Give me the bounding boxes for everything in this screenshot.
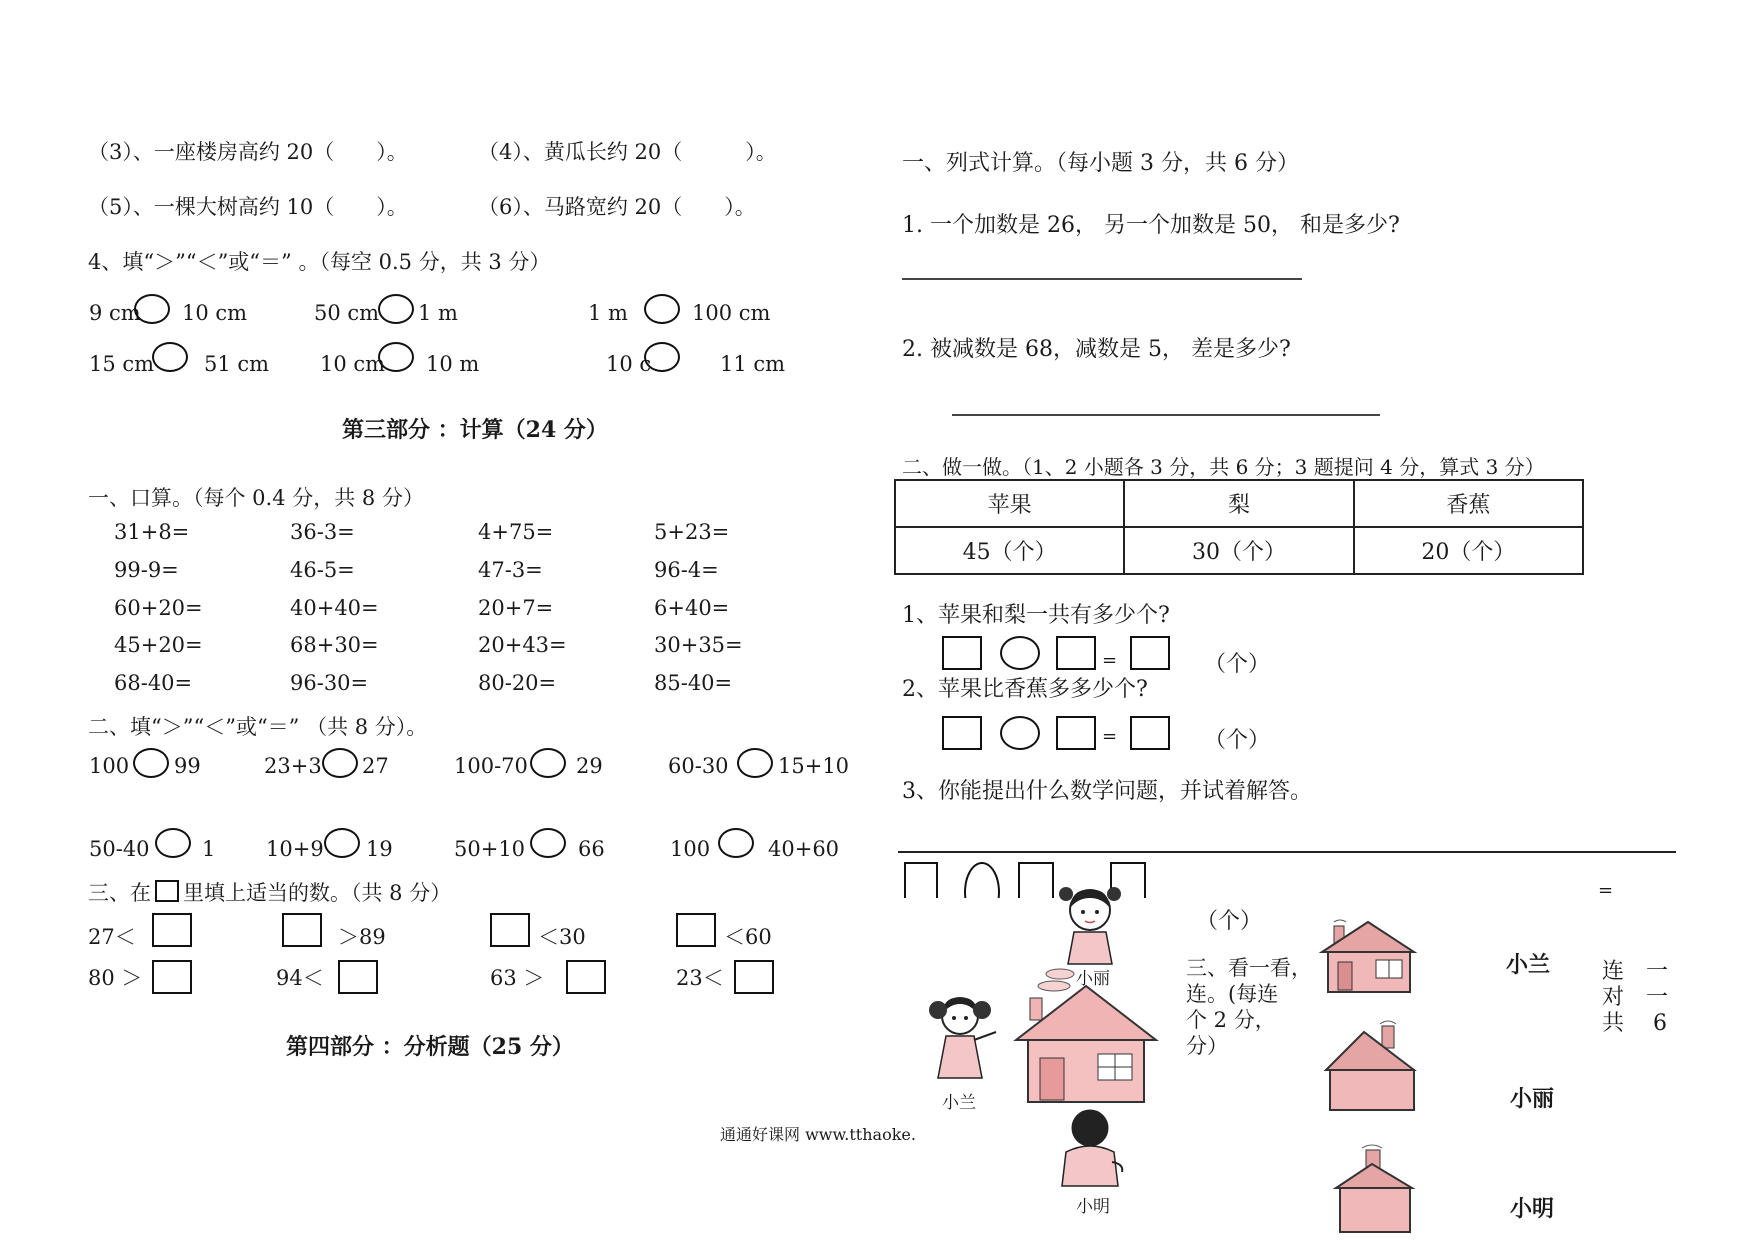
section3-line: 连。(每连 [1186, 982, 1279, 1006]
section3-line: 三、看一看， [1186, 956, 1312, 980]
compare-oval[interactable] [378, 342, 414, 372]
oral-item: 60+20= [114, 596, 203, 620]
compare-left: 50-40 [89, 837, 150, 861]
compare-right: 29 [576, 754, 603, 778]
oral-item: 5+23= [654, 520, 730, 544]
section1-q1: 1. 一个加数是 26， 另一个加数是 50， 和是多少? [902, 213, 1400, 238]
operator-oval[interactable] [1000, 716, 1040, 750]
kid-label-xiaoming: 小明 [1076, 1197, 1110, 1217]
unit-compare-right: 11 cm [720, 352, 786, 376]
box-title-end: 里填上适当的数。（共 8 分） [183, 881, 452, 905]
answer-box[interactable] [942, 716, 982, 750]
question-4-title: 4、填“＞”“＜”或“＝” 。（每空 0.5 分，共 3 分） [88, 250, 551, 274]
oral-item: 6+40= [654, 596, 730, 620]
section1-title: 一、列式计算。（每小题 3 分，共 6 分） [902, 151, 1299, 176]
answer-box[interactable] [338, 960, 378, 994]
compare-oval[interactable] [530, 828, 566, 858]
answer-line[interactable] [902, 278, 1302, 280]
oral-item: 40+40= [290, 596, 379, 620]
equals-sign: = [1598, 880, 1614, 901]
answer-box[interactable] [734, 960, 774, 994]
name-label-xiaoming[interactable]: 小明 [1510, 1196, 1555, 1222]
oral-item: 80-20= [478, 671, 557, 695]
fruit-header: 苹果 [895, 480, 1124, 527]
compare-title: 二、填“＞”“＜”或“＝” （共 8 分）。 [88, 715, 428, 739]
box-title [88, 877, 451, 907]
equals-sign: = [1102, 650, 1118, 671]
oral-item: 20+43= [478, 633, 567, 657]
unit-compare-right: 10 cm [182, 301, 248, 325]
girl-xiaoli-icon[interactable] [1052, 880, 1132, 970]
section3-line: 个 2 分， [1186, 1008, 1276, 1032]
side-note: 对 一 [1602, 985, 1669, 1010]
box-post: ＜60 [724, 925, 772, 949]
answer-box[interactable] [676, 913, 716, 947]
answer-box[interactable] [152, 913, 192, 947]
answer-box[interactable] [490, 913, 530, 947]
oral-item: 30+35= [654, 633, 743, 657]
answer-box[interactable] [566, 960, 606, 994]
answer-box[interactable] [1056, 716, 1096, 750]
answer-box[interactable] [942, 636, 982, 670]
answer-box[interactable] [152, 960, 192, 994]
compare-left: 100 [89, 754, 130, 778]
compare-right: 15+10 [778, 754, 850, 778]
compare-right: 27 [362, 754, 389, 778]
house-back-icon[interactable] [1332, 1146, 1416, 1236]
unit-compare-right: 1 m [418, 301, 458, 325]
question-1: 1、苹果和梨一共有多少个? [902, 603, 1170, 628]
oral-item: 99-9= [114, 558, 179, 582]
box-pre: 23＜ [676, 966, 724, 990]
kid-label-xiaolan: 小兰 [942, 1093, 976, 1113]
oral-item: 47-3= [478, 558, 543, 582]
box-pre: 27＜ [88, 925, 136, 949]
part3-title: 第三部分 ：计算（24 分） [342, 417, 608, 443]
girl-xiaolan-icon[interactable] [922, 988, 1006, 1088]
box-pre: 80 ＞ [88, 966, 143, 990]
operator-oval[interactable] [964, 862, 1000, 898]
equals-sign: = [1102, 726, 1118, 747]
oral-item: 96-30= [290, 671, 369, 695]
fruit-header: 梨 [1124, 480, 1353, 527]
answer-line[interactable] [898, 851, 1676, 853]
compare-right: 99 [174, 754, 201, 778]
compare-right: 66 [578, 837, 605, 861]
compare-left: 10+9 [266, 837, 324, 861]
oral-item: 46-5= [290, 558, 355, 582]
compare-oval[interactable] [644, 342, 680, 372]
unit-compare-left: 10 c [606, 352, 652, 376]
unit-label: （个） [1196, 909, 1263, 934]
compare-left: 50+10 [454, 837, 526, 861]
question-2: 2、苹果比香蕉多多少个? [902, 677, 1148, 702]
unit-compare-left: 1 m [588, 301, 628, 325]
compare-right: 19 [366, 837, 393, 861]
compare-left: 100-70 [454, 754, 528, 778]
house-side-icon[interactable] [1324, 1020, 1420, 1112]
compare-oval[interactable] [155, 828, 191, 858]
fruit-count: 20（个） [1354, 527, 1583, 574]
answer-box[interactable] [282, 913, 322, 947]
big-house-icon[interactable] [1016, 984, 1160, 1104]
unit-compare-right: 100 cm [692, 301, 771, 325]
side-note: 共 6 [1602, 1011, 1667, 1036]
answer-box[interactable] [1130, 716, 1170, 750]
oral-item: 85-40= [654, 671, 733, 695]
fruit-count: 30（个） [1124, 527, 1353, 574]
boy-xiaoming-icon[interactable] [1052, 1106, 1132, 1190]
answer-box[interactable] [1018, 862, 1054, 898]
footer-watermark: 通通好课网 www.tthaoke. [720, 1125, 916, 1144]
house-window-icon[interactable] [1320, 918, 1416, 994]
question-3-6: （6）、马路宽约 20（ ）。 [478, 195, 756, 219]
side-note: 连 一 [1602, 959, 1669, 984]
section3-line: 分） [1186, 1034, 1228, 1058]
oral-title: 一、口算。（每个 0.4 分，共 8 分） [88, 486, 424, 510]
unit-compare-left: 10 cm [320, 352, 386, 376]
unit-compare-left: 50 cm [314, 301, 380, 325]
fruit-count: 45（个） [895, 527, 1124, 574]
compare-left: 60-30 [668, 754, 729, 778]
box-glyph-icon [155, 880, 179, 902]
answer-line[interactable] [952, 414, 1380, 416]
unit-compare-right: 51 cm [204, 352, 270, 376]
compare-oval[interactable] [152, 342, 188, 372]
fruit-header: 香蕉 [1354, 480, 1583, 527]
answer-box[interactable] [904, 862, 938, 898]
compare-left: 23+3 [264, 754, 322, 778]
operator-oval[interactable] [1000, 636, 1040, 670]
answer-box[interactable] [1056, 636, 1096, 670]
compare-oval[interactable] [133, 748, 169, 778]
box-post: ＞89 [338, 925, 386, 949]
box-post: ＜30 [538, 925, 586, 949]
compare-oval[interactable] [378, 294, 414, 324]
oral-item: 96-4= [654, 558, 719, 582]
compare-right: 40+60 [768, 837, 840, 861]
oral-item: 4+75= [478, 520, 554, 544]
oral-item: 68-40= [114, 671, 193, 695]
oral-item: 68+30= [290, 633, 379, 657]
unit-compare-left: 15 cm [89, 352, 155, 376]
compare-oval[interactable] [718, 828, 754, 858]
box-pre: 94＜ [276, 966, 324, 990]
compare-right: 1 [202, 837, 216, 861]
oral-item: 20+7= [478, 596, 554, 620]
section1-q2: 2. 被减数是 68，减数是 5， 差是多少? [902, 337, 1291, 362]
compare-oval[interactable] [530, 748, 566, 778]
compare-oval[interactable] [644, 294, 680, 324]
question-3-5: （5）、一棵大树高约 10（ ）。 [88, 195, 408, 219]
question-3: 3、你能提出什么数学问题，并试着解答。 [902, 779, 1312, 804]
section2-title: 二、做一做。（1、2 小题各 3 分，共 6 分；3 题提问 4 分，算式 3 分） [902, 455, 1545, 479]
unit-label: （个） [1204, 652, 1271, 677]
box-title-start: 三、在 [88, 881, 151, 905]
answer-box[interactable] [1130, 636, 1170, 670]
unit-compare-left: 9 cm [89, 301, 141, 325]
compare-oval[interactable] [324, 828, 360, 858]
question-3-4: （4）、黄瓜长约 20（ ）。 [478, 140, 777, 164]
oral-item: 36-3= [290, 520, 355, 544]
unit-compare-right: 10 m [426, 352, 480, 376]
compare-left: 100 [670, 837, 711, 861]
kid-label-xiaoli: 小丽 [1076, 969, 1110, 989]
unit-label: （个） [1204, 728, 1271, 753]
name-label-xiaoli[interactable]: 小丽 [1510, 1086, 1555, 1112]
question-3-3: （3）、一座楼房高约 20（ ）。 [88, 140, 408, 164]
name-label-xiaolan[interactable]: 小兰 [1506, 952, 1551, 978]
oral-item: 45+20= [114, 633, 203, 657]
box-pre: 63 ＞ [490, 966, 545, 990]
compare-oval[interactable] [322, 748, 358, 778]
compare-oval[interactable] [134, 294, 170, 324]
part4-title: 第四部分 ：分析题（25 分） [286, 1034, 574, 1060]
fruit-table [894, 479, 1584, 575]
oral-item: 31+8= [114, 520, 190, 544]
compare-oval[interactable] [737, 748, 773, 778]
